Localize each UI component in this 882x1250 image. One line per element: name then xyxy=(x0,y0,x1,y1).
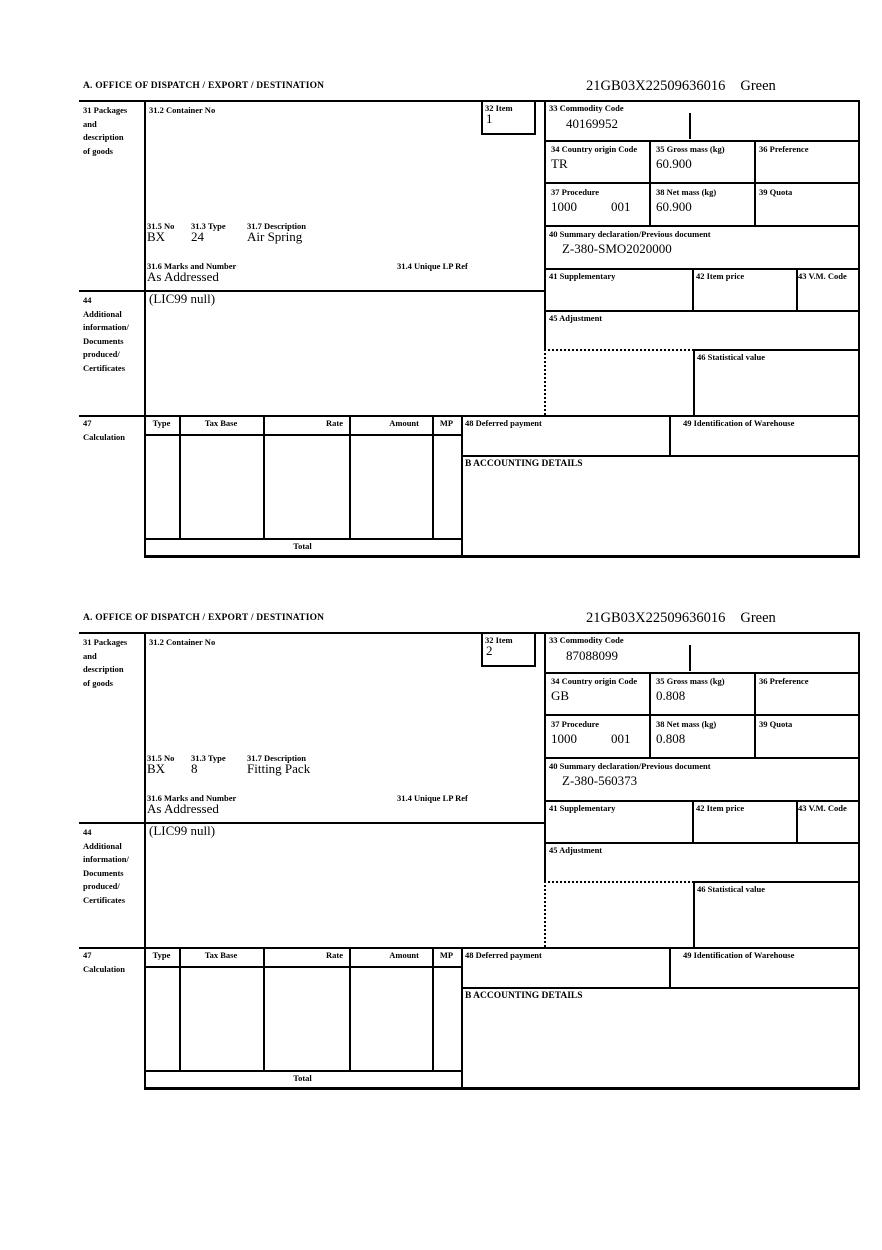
grid-line xyxy=(263,415,265,538)
calc-header-rate: Rate xyxy=(326,418,343,428)
box-49-label: 49 Identification of Warehouse xyxy=(683,418,795,428)
grid-line xyxy=(544,182,860,184)
grid-line xyxy=(349,947,351,1070)
grid-line xyxy=(179,415,181,538)
gross-mass-value: 0.808 xyxy=(656,688,686,703)
box-39-label: 39 Quota xyxy=(759,187,793,197)
item-grid xyxy=(79,632,862,1091)
box-31-6-label: 31.6 Marks and Number xyxy=(147,261,237,271)
box-31-4-label: 31.4 Unique LP Ref xyxy=(397,261,468,271)
box-48-label: 48 Deferred payment xyxy=(465,418,542,428)
calc-header-amount: Amount xyxy=(389,418,419,428)
box-37-label: 37 Procedure xyxy=(551,719,600,729)
net-mass-value: 0.808 xyxy=(656,731,686,746)
calc-header-type: Type xyxy=(152,950,171,960)
grid-line xyxy=(544,800,860,802)
additional-information-value: (LIC99 null) xyxy=(149,291,216,306)
grid-line xyxy=(692,268,694,310)
box-36-label: 36 Preference xyxy=(759,676,809,686)
grid-line xyxy=(534,632,536,665)
procedure-code-value: 1000 xyxy=(551,199,577,214)
box-31-label: 31 Packages and description of goods xyxy=(83,637,128,688)
box-44-label: 44 Additional information/ Documents produced/ Certificates xyxy=(83,827,129,905)
calc-header-type: Type xyxy=(152,418,171,428)
declaration-reference xyxy=(586,78,776,95)
country-origin-value: TR xyxy=(551,156,568,171)
box-35-label: 35 Gross mass (kg) xyxy=(656,144,725,154)
grid-line xyxy=(858,632,860,1089)
box-31-5-label: 31.5 No xyxy=(147,221,175,231)
item-grid xyxy=(79,100,862,559)
box-33-label: 33 Commodity Code xyxy=(549,103,624,113)
calc-total-label: Total xyxy=(293,541,312,551)
grid-line xyxy=(144,100,146,557)
box-34-label: 34 Country origin Code xyxy=(551,676,638,686)
commodity-code-value: 87088099 xyxy=(566,648,618,663)
item-number-value: 2 xyxy=(486,643,493,658)
box-41-label: 41 Supplementary xyxy=(549,271,616,281)
calc-header-mp: MP xyxy=(439,418,454,428)
box-31-7-label: 31.7 Description xyxy=(247,753,307,763)
box-34-label: 34 Country origin Code xyxy=(551,144,638,154)
calc-header-tax-base: Tax Base xyxy=(204,950,238,960)
grid-line xyxy=(544,140,860,142)
marks-and-number-value: As Addressed xyxy=(147,801,219,816)
grid-line xyxy=(649,672,651,757)
box-46-label: 46 Statistical value xyxy=(697,884,765,894)
box-31-4-label: 31.4 Unique LP Ref xyxy=(397,793,468,803)
grid-line xyxy=(144,1087,860,1090)
box-32-label: 32 Item xyxy=(485,103,513,113)
box-33-label: 33 Commodity Code xyxy=(549,635,624,645)
box-38-label: 38 Net mass (kg) xyxy=(656,719,717,729)
reference-number: 21GB03X22509636016 xyxy=(586,78,726,94)
box-45-label: 45 Adjustment xyxy=(549,313,603,323)
package-no-value: BX xyxy=(147,761,166,776)
country-origin-value: GB xyxy=(551,688,570,703)
box-47-label: 47 Calculation xyxy=(83,950,126,974)
grid-line xyxy=(432,947,434,1070)
calc-header-tax-base: Tax Base xyxy=(204,418,238,428)
calc-header-rate: Rate xyxy=(326,950,343,960)
package-no-value: BX xyxy=(147,229,166,244)
box-39-label: 39 Quota xyxy=(759,719,793,729)
grid-line xyxy=(179,947,181,1070)
grid-line xyxy=(544,310,860,312)
box-37-label: 37 Procedure xyxy=(551,187,600,197)
grid-line xyxy=(544,842,860,844)
grid-line xyxy=(544,100,546,349)
goods-description-value: Air Spring xyxy=(247,229,303,244)
goods-description-value: Fitting Pack xyxy=(247,761,311,776)
grid-line xyxy=(858,100,860,557)
box-31-7-label: 31.7 Description xyxy=(247,221,307,231)
item-number-value: 1 xyxy=(486,111,493,126)
grid-line xyxy=(79,632,860,634)
grid-line xyxy=(79,947,860,949)
grid-line xyxy=(144,1070,461,1072)
declaration-reference xyxy=(586,610,776,627)
dotted-grid-line xyxy=(544,881,546,947)
grid-line xyxy=(79,415,860,417)
grid-line xyxy=(461,947,463,1089)
box-49-label: 49 Identification of Warehouse xyxy=(683,950,795,960)
grid-line xyxy=(544,268,860,270)
package-type-value: 8 xyxy=(191,761,198,776)
dotted-grid-line xyxy=(544,349,546,415)
box-40-label: 40 Summary declaration/Previous document xyxy=(549,229,711,239)
grid-line xyxy=(481,632,483,665)
procedure-code-value: 1000 xyxy=(551,731,577,746)
net-mass-value: 60.900 xyxy=(656,199,692,214)
grid-line xyxy=(754,672,756,757)
grid-line xyxy=(144,555,860,558)
grid-line xyxy=(693,349,695,415)
grid-line xyxy=(693,881,695,947)
grid-line xyxy=(754,140,756,225)
box-36-label: 36 Preference xyxy=(759,144,809,154)
calc-total-label: Total xyxy=(293,1073,312,1083)
gross-mass-value: 60.900 xyxy=(656,156,692,171)
marks-and-number-value: As Addressed xyxy=(147,269,219,284)
box-31-2-label: 31.2 Container No xyxy=(149,637,216,647)
box-42-label: 42 Item price xyxy=(696,271,745,281)
commodity-code-subdivider xyxy=(689,645,691,671)
box-35-label: 35 Gross mass (kg) xyxy=(656,676,725,686)
grid-line xyxy=(669,415,671,455)
declaration-copy-2 xyxy=(79,610,865,1092)
grid-line xyxy=(649,140,651,225)
dotted-grid-line xyxy=(544,349,694,351)
grid-line xyxy=(534,100,536,133)
summary-declaration-value: Z-380-SMO2020000 xyxy=(562,241,672,256)
box-31-6-label: 31.6 Marks and Number xyxy=(147,793,237,803)
grid-line xyxy=(144,966,461,968)
box-41-label: 41 Supplementary xyxy=(549,803,616,813)
routing-status: Green xyxy=(740,610,776,626)
box-43-label: 43 V.M. Code xyxy=(798,803,847,813)
box-31-label: 31 Packages and description of goods xyxy=(83,105,128,156)
grid-line xyxy=(79,100,860,102)
box-32-label: 32 Item xyxy=(485,635,513,645)
package-type-value: 24 xyxy=(191,229,204,244)
grid-line xyxy=(481,665,536,667)
box-40-label: 40 Summary declaration/Previous document xyxy=(549,761,711,771)
grid-line xyxy=(544,714,860,716)
grid-line xyxy=(692,800,694,842)
section-a-title: A. OFFICE OF DISPATCH / EXPORT / DESTINATION xyxy=(83,613,325,623)
procedure-code-2-value: 001 xyxy=(611,199,631,214)
box-38-label: 38 Net mass (kg) xyxy=(656,187,717,197)
box-45-label: 45 Adjustment xyxy=(549,845,603,855)
grid-line xyxy=(144,538,461,540)
additional-information-value: (LIC99 null) xyxy=(149,823,216,838)
section-b-title: B ACCOUNTING DETAILS xyxy=(465,991,583,1001)
grid-line xyxy=(144,632,146,1089)
grid-line xyxy=(544,225,860,227)
dotted-grid-line xyxy=(544,881,694,883)
procedure-code-2-value: 001 xyxy=(611,731,631,746)
routing-status: Green xyxy=(740,78,776,94)
box-31-3-label: 31.3 Type xyxy=(191,753,226,763)
grid-line xyxy=(481,100,483,133)
commodity-code-value: 40169952 xyxy=(566,116,618,131)
declaration-copy-1 xyxy=(79,78,865,560)
box-31-3-label: 31.3 Type xyxy=(191,221,226,231)
grid-line xyxy=(144,434,461,436)
box-31-5-label: 31.5 No xyxy=(147,753,175,763)
box-44-label: 44 Additional information/ Documents produced/ Certificates xyxy=(83,295,129,373)
grid-line xyxy=(544,672,860,674)
grid-line xyxy=(693,881,860,883)
calc-header-mp: MP xyxy=(439,950,454,960)
box-47-label: 47 Calculation xyxy=(83,418,126,442)
box-43-label: 43 V.M. Code xyxy=(798,271,847,281)
grid-line xyxy=(461,987,860,989)
calc-header-amount: Amount xyxy=(389,950,419,960)
grid-line xyxy=(693,349,860,351)
section-b-title: B ACCOUNTING DETAILS xyxy=(465,459,583,469)
section-a-title: A. OFFICE OF DISPATCH / EXPORT / DESTINATION xyxy=(83,81,325,91)
box-31-2-label: 31.2 Container No xyxy=(149,105,216,115)
grid-line xyxy=(461,455,860,457)
box-46-label: 46 Statistical value xyxy=(697,352,765,362)
grid-line xyxy=(669,947,671,987)
box-42-label: 42 Item price xyxy=(696,803,745,813)
summary-declaration-value: Z-380-560373 xyxy=(562,773,638,788)
grid-line xyxy=(349,415,351,538)
grid-line xyxy=(461,415,463,557)
grid-line xyxy=(481,133,536,135)
grid-line xyxy=(432,415,434,538)
reference-number: 21GB03X22509636016 xyxy=(586,610,726,626)
box-48-label: 48 Deferred payment xyxy=(465,950,542,960)
grid-line xyxy=(544,757,860,759)
grid-line xyxy=(263,947,265,1070)
grid-line xyxy=(544,632,546,881)
commodity-code-subdivider xyxy=(689,113,691,139)
